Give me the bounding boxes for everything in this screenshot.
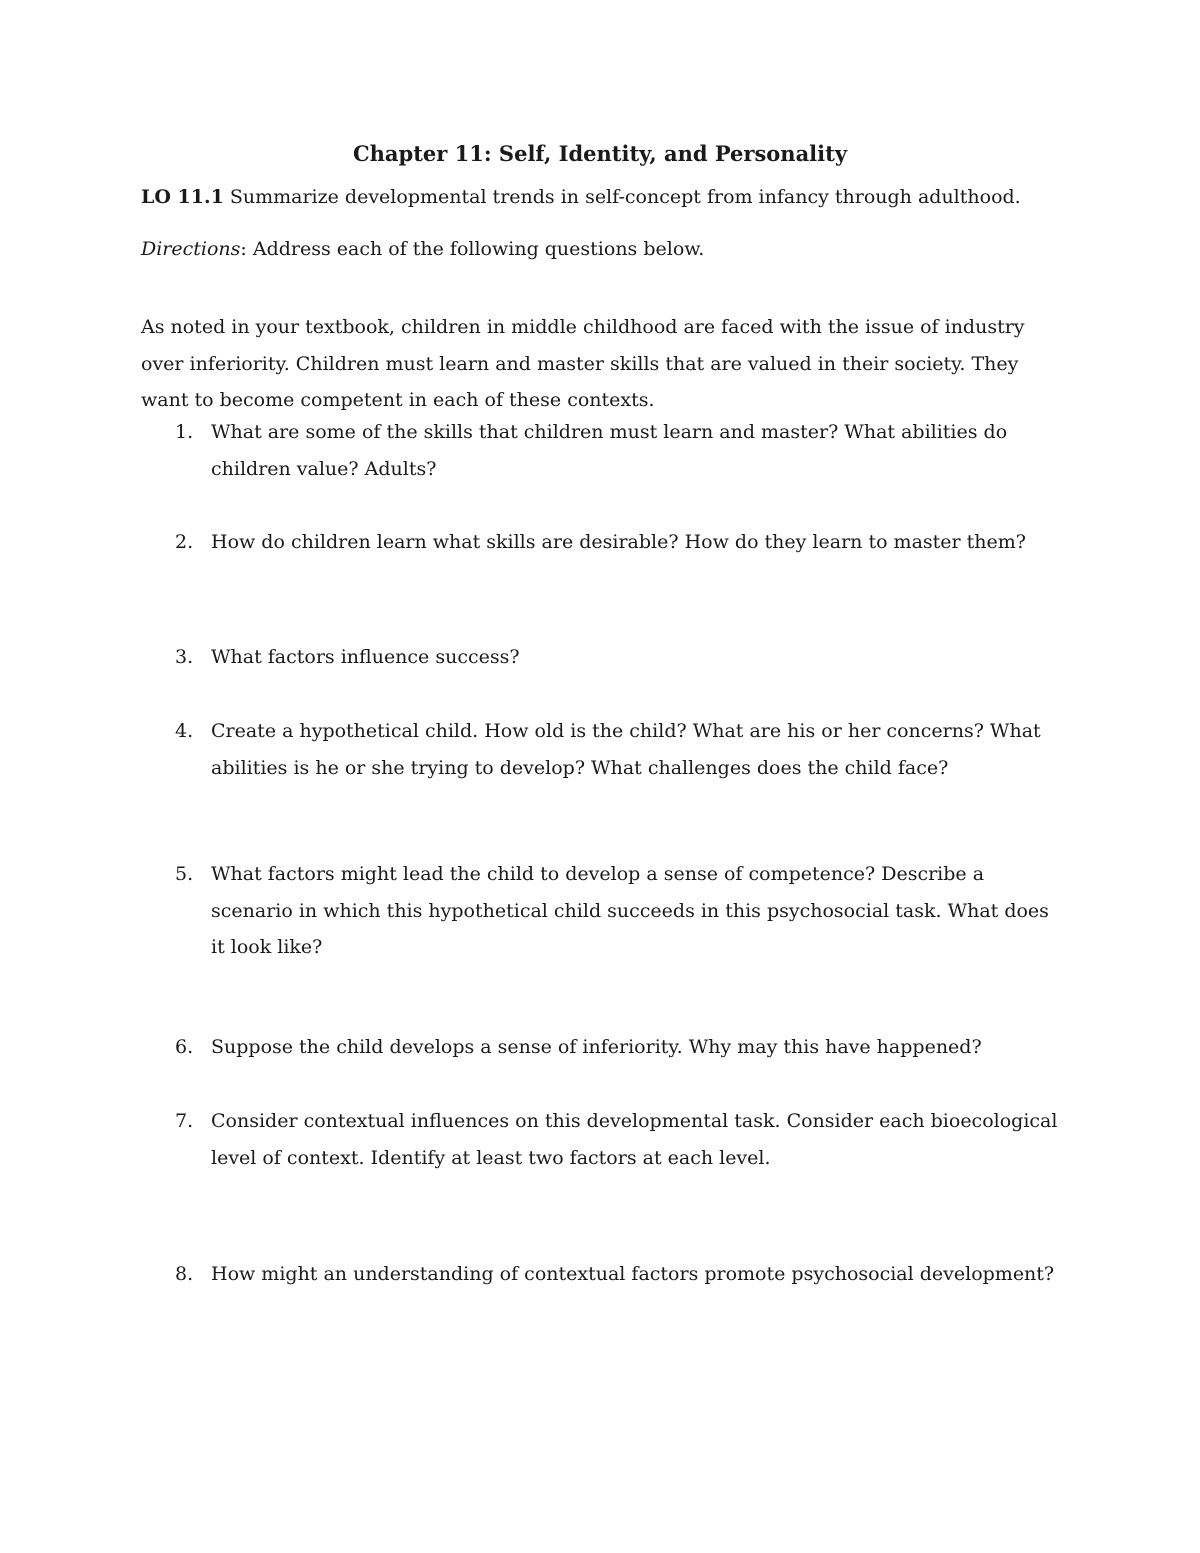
question-item <box>141 414 1061 487</box>
question-text: What factors influence success? <box>211 646 520 668</box>
directions-text: : Address each of the following questions below. <box>240 238 705 260</box>
question-text: How might an understanding of contextual factors promote psychosocial development? <box>211 1263 1055 1285</box>
directions-label: Directions <box>141 238 241 260</box>
question-text: Create a hypothetical child. How old is the child? What are his or her concerns? What abilities is he or she trying to develop? What challenges does the child face? <box>211 720 1041 779</box>
directions <box>141 235 1081 263</box>
learning-objective-text: Summarize developmental trends in self-concept from infancy through adulthood. <box>223 186 1021 208</box>
question-text: How do children learn what skills are desirable? How do they learn to master them? <box>211 531 1026 553</box>
question-item <box>141 856 1061 966</box>
question-number: 7. <box>175 1110 194 1132</box>
question-text: What factors might lead the child to develop a sense of competence? Describe a scenario in which this hypothetical child succeeds in this psychosocial task. What does it look like? <box>211 863 1049 958</box>
question-number: 3. <box>175 646 194 668</box>
question-item <box>141 1029 1061 1066</box>
question-number: 2. <box>175 531 194 553</box>
page-title: Chapter 11: Self, Identity, and Personality <box>352 141 848 166</box>
intro-paragraph: As noted in your textbook, children in middle childhood are faced with the issue of industry over inferiority. Children must learn and master skills that are valued in their society. They want to become competent in each of these contexts. <box>141 316 1025 411</box>
question-text: Consider contextual influences on this developmental task. Consider each bioecological level of context. Identify at least two factors at each level. <box>211 1110 1058 1169</box>
question-item <box>141 524 1061 561</box>
learning-objective-label: LO 11.1 <box>141 186 224 208</box>
question-item <box>141 713 1061 786</box>
question-number: 1. <box>175 421 194 443</box>
question-item <box>141 1256 1061 1293</box>
question-text: What are some of the skills that children must learn and master? What abilities do children value? Adults? <box>211 421 1008 480</box>
learning-objective <box>141 183 1081 211</box>
question-number: 8. <box>175 1263 194 1285</box>
question-number: 5. <box>175 863 194 885</box>
question-item <box>141 1103 1061 1176</box>
question-number: 4. <box>175 720 194 742</box>
question-text: Suppose the child develops a sense of inferiority. Why may this have happened? <box>211 1036 982 1058</box>
question-number: 6. <box>175 1036 194 1058</box>
question-item <box>141 639 1061 676</box>
